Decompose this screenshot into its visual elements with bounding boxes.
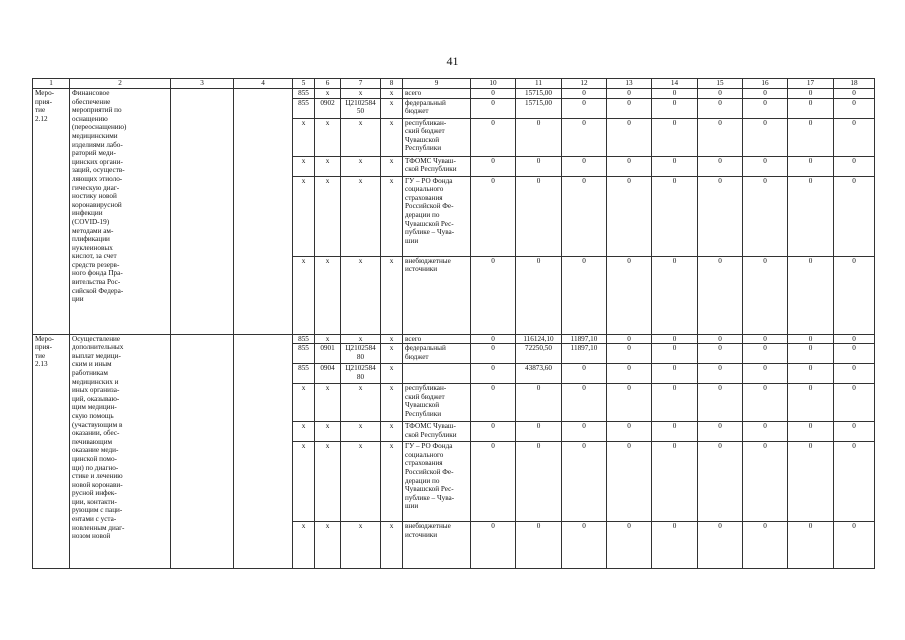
column-number: 12	[562, 79, 607, 89]
column-number: 4	[234, 79, 293, 89]
table-row	[33, 334, 875, 344]
funding-source: внебюджетные источники	[403, 522, 471, 569]
year-amount: 0	[471, 384, 516, 422]
year-amount: 0	[652, 364, 698, 384]
year-amount: 0	[516, 118, 562, 156]
column-number: 11	[516, 79, 562, 89]
section-code: 0902	[315, 98, 341, 118]
section-code: х	[315, 442, 341, 522]
year-amount: 0	[834, 256, 875, 334]
column-number: 5	[293, 79, 315, 89]
activity-name: Осуществление дополнительных выплат медици- ским и иным работникам медицинских и иных организа- ций, оказываю- щим медицин- скую помощь (участвующим в оказании, обес- печивающим оказание меди- цинской помо- щи) по диагно- стике и лечению новой коронави- русной инфек- ции, контакти- рующим с паци- ентами с уста- новленным диаг- нозом новой	[70, 334, 171, 569]
target-article-code: х	[341, 156, 381, 176]
expense-type-code: х	[381, 364, 403, 384]
column-number: 18	[834, 79, 875, 89]
section-code: х	[315, 422, 341, 442]
year-amount: 0	[698, 118, 743, 156]
column-number: 6	[315, 79, 341, 89]
year-amount: 0	[788, 344, 834, 364]
expense-type-code: х	[381, 256, 403, 334]
year-amount: 0	[516, 256, 562, 334]
table-row	[33, 89, 875, 99]
funding-source	[403, 364, 471, 384]
target-article-code: х	[341, 422, 381, 442]
year-amount: 15715,00	[516, 98, 562, 118]
grbs-code: х	[293, 176, 315, 256]
year-amount: 0	[607, 522, 652, 569]
year-amount: 0	[698, 89, 743, 99]
year-amount: 0	[788, 364, 834, 384]
grbs-code: 855	[293, 364, 315, 384]
year-amount: 0	[788, 256, 834, 334]
year-amount: 0	[471, 256, 516, 334]
year-amount: 0	[607, 89, 652, 99]
year-amount: 0	[562, 118, 607, 156]
funding-source: ТФОМС Чуваш- ской Республики	[403, 422, 471, 442]
target-article-code: х	[341, 118, 381, 156]
column-number: 17	[788, 79, 834, 89]
column-number: 15	[698, 79, 743, 89]
year-amount: 0	[562, 98, 607, 118]
column-number: 8	[381, 79, 403, 89]
year-amount: 0	[743, 98, 788, 118]
year-amount: 0	[471, 176, 516, 256]
year-amount: 0	[834, 364, 875, 384]
column-number-row	[33, 79, 875, 89]
year-amount: 0	[471, 156, 516, 176]
year-amount: 0	[652, 176, 698, 256]
year-amount: 0	[698, 522, 743, 569]
year-amount: 0	[471, 522, 516, 569]
year-amount: 0	[698, 422, 743, 442]
year-amount: 0	[652, 422, 698, 442]
funding-source: федеральный бюджет	[403, 98, 471, 118]
year-amount: 72250,50	[516, 344, 562, 364]
target-article-code: х	[341, 442, 381, 522]
target-article-code: х	[341, 176, 381, 256]
year-amount: 0	[471, 89, 516, 99]
year-amount: 0	[607, 422, 652, 442]
year-amount: 0	[607, 156, 652, 176]
expense-type-code: х	[381, 522, 403, 569]
year-amount: 0	[698, 256, 743, 334]
year-amount: 0	[607, 176, 652, 256]
year-amount: 0	[471, 98, 516, 118]
year-amount: 0	[607, 384, 652, 422]
activity-name: Финансовое обеспечение мероприятий по оснащению (переоснащению) медицинскими изделиями лабо- раторий меди- цинских органи- заций, осуществ- ляющих этиоло- гическую диаг- ностику новой коронавирусной инфекции (COVID-19) методами ам- плификации нуклеиновых кислот, за счет средств резерв- ного фонда Пра- вительства Рос- сийской Федера- ции	[70, 89, 171, 335]
year-amount: 0	[788, 89, 834, 99]
year-amount: 0	[471, 344, 516, 364]
year-amount: 0	[562, 522, 607, 569]
activity-code: Меро- прия- тие 2.13	[33, 334, 70, 569]
expense-type-code: х	[381, 334, 403, 344]
grbs-code: 855	[293, 344, 315, 364]
year-amount: 0	[516, 384, 562, 422]
target-article-code: Ц2102584 80	[341, 344, 381, 364]
activity-code: Меро- прия- тие 2.12	[33, 89, 70, 335]
year-amount: 0	[652, 118, 698, 156]
year-amount: 0	[698, 344, 743, 364]
section-code: 0901	[315, 344, 341, 364]
year-amount: 0	[788, 334, 834, 344]
year-amount: 0	[562, 422, 607, 442]
year-amount: 0	[743, 256, 788, 334]
year-amount: 0	[743, 522, 788, 569]
year-amount: 0	[516, 156, 562, 176]
grbs-code: 855	[293, 334, 315, 344]
grbs-code: х	[293, 118, 315, 156]
expense-type-code: х	[381, 442, 403, 522]
year-amount: 0	[652, 98, 698, 118]
year-amount: 0	[698, 156, 743, 176]
funding-source: всего	[403, 89, 471, 99]
funding-source: федеральный бюджет	[403, 344, 471, 364]
section-code: х	[315, 334, 341, 344]
year-amount: 0	[743, 344, 788, 364]
page-number: 41	[446, 54, 459, 68]
year-amount: 0	[652, 334, 698, 344]
year-amount: 0	[698, 98, 743, 118]
year-amount: 0	[652, 89, 698, 99]
section-code: х	[315, 156, 341, 176]
year-amount: 0	[607, 364, 652, 384]
responsible-cell	[171, 334, 234, 569]
section-code: х	[315, 384, 341, 422]
year-amount: 0	[562, 384, 607, 422]
funding-source: ГУ – РО Фонда социального страхования Российской Фе- дерации по Чувашской Рес- публике – Чува- шии	[403, 442, 471, 522]
column-number: 9	[403, 79, 471, 89]
year-amount: 43873,60	[516, 364, 562, 384]
year-amount: 0	[834, 89, 875, 99]
year-amount: 0	[471, 118, 516, 156]
year-amount: 0	[516, 176, 562, 256]
funding-source: республикан- ский бюджет Чувашской Республики	[403, 384, 471, 422]
target-article-code: Ц2102584 80	[341, 364, 381, 384]
year-amount: 0	[471, 364, 516, 384]
year-amount: 0	[698, 442, 743, 522]
target-article-code: х	[341, 334, 381, 344]
section-code: 0904	[315, 364, 341, 384]
column-number: 14	[652, 79, 698, 89]
year-amount: 0	[788, 176, 834, 256]
target-article-code: х	[341, 256, 381, 334]
budget-table	[32, 78, 875, 569]
year-amount: 15715,00	[516, 89, 562, 99]
column-number: 7	[341, 79, 381, 89]
column-number: 1	[33, 79, 70, 89]
year-amount: 0	[516, 522, 562, 569]
column-number: 13	[607, 79, 652, 89]
grbs-code: х	[293, 422, 315, 442]
year-amount: 0	[698, 384, 743, 422]
year-amount: 0	[834, 176, 875, 256]
year-amount: 0	[652, 344, 698, 364]
grbs-code: х	[293, 156, 315, 176]
section-code: х	[315, 256, 341, 334]
expense-type-code: х	[381, 89, 403, 99]
year-amount: 0	[788, 384, 834, 422]
section-code: х	[315, 89, 341, 99]
funding-source: всего	[403, 334, 471, 344]
year-amount: 0	[834, 334, 875, 344]
year-amount: 0	[834, 422, 875, 442]
column-number: 3	[171, 79, 234, 89]
grbs-code: х	[293, 522, 315, 569]
year-amount: 0	[788, 156, 834, 176]
expense-type-code: х	[381, 384, 403, 422]
year-amount: 0	[607, 334, 652, 344]
year-amount: 0	[652, 384, 698, 422]
year-amount: 0	[834, 118, 875, 156]
year-amount: 0	[743, 118, 788, 156]
target-article-code: х	[341, 522, 381, 569]
co-executor-cell	[234, 89, 293, 335]
year-amount: 0	[834, 98, 875, 118]
year-amount: 0	[562, 156, 607, 176]
year-amount: 0	[743, 364, 788, 384]
section-code: х	[315, 522, 341, 569]
year-amount: 0	[607, 442, 652, 522]
year-amount: 0	[698, 364, 743, 384]
year-amount: 0	[743, 176, 788, 256]
year-amount: 0	[788, 422, 834, 442]
funding-source: республикан- ский бюджет Чувашской Республики	[403, 118, 471, 156]
year-amount: 0	[471, 442, 516, 522]
year-amount: 0	[743, 89, 788, 99]
responsible-cell	[171, 89, 234, 335]
grbs-code: 855	[293, 89, 315, 99]
year-amount: 0	[834, 522, 875, 569]
grbs-code: х	[293, 256, 315, 334]
expense-type-code: х	[381, 344, 403, 364]
year-amount: 0	[698, 334, 743, 344]
year-amount: 0	[516, 442, 562, 522]
year-amount: 0	[788, 98, 834, 118]
funding-source: ТФОМС Чуваш- ской Республики	[403, 156, 471, 176]
year-amount: 11897,10	[562, 334, 607, 344]
year-amount: 0	[834, 384, 875, 422]
target-article-code: Ц2102584 50	[341, 98, 381, 118]
co-executor-cell	[234, 334, 293, 569]
year-amount: 0	[562, 442, 607, 522]
year-amount: 0	[607, 256, 652, 334]
year-amount: 0	[652, 256, 698, 334]
funding-source: ГУ – РО Фонда социального страхования Российской Фе- дерации по Чувашской Рес- публике – Чува- шии	[403, 176, 471, 256]
year-amount: 0	[652, 442, 698, 522]
grbs-code: 855	[293, 98, 315, 118]
year-amount: 11897,10	[562, 344, 607, 364]
year-amount: 0	[743, 156, 788, 176]
year-amount: 0	[788, 442, 834, 522]
year-amount: 0	[607, 344, 652, 364]
year-amount: 0	[562, 176, 607, 256]
year-amount: 0	[834, 156, 875, 176]
grbs-code: х	[293, 384, 315, 422]
year-amount: 0	[788, 118, 834, 156]
section-code: х	[315, 118, 341, 156]
target-article-code: х	[341, 89, 381, 99]
column-number: 10	[471, 79, 516, 89]
expense-type-code: х	[381, 176, 403, 256]
year-amount: 0	[652, 156, 698, 176]
year-amount: 0	[652, 522, 698, 569]
year-amount: 0	[562, 89, 607, 99]
year-amount: 0	[698, 176, 743, 256]
year-amount: 116124,10	[516, 334, 562, 344]
year-amount: 0	[562, 364, 607, 384]
year-amount: 0	[743, 334, 788, 344]
funding-source: внебюджетные источники	[403, 256, 471, 334]
year-amount: 0	[834, 442, 875, 522]
year-amount: 0	[743, 422, 788, 442]
section-code: х	[315, 176, 341, 256]
expense-type-code: х	[381, 422, 403, 442]
expense-type-code: х	[381, 98, 403, 118]
target-article-code: х	[341, 384, 381, 422]
expense-type-code: х	[381, 118, 403, 156]
year-amount: 0	[743, 384, 788, 422]
year-amount: 0	[516, 422, 562, 442]
year-amount: 0	[788, 522, 834, 569]
year-amount: 0	[562, 256, 607, 334]
year-amount: 0	[743, 442, 788, 522]
expense-type-code: х	[381, 156, 403, 176]
year-amount: 0	[471, 422, 516, 442]
year-amount: 0	[834, 344, 875, 364]
column-number: 2	[70, 79, 171, 89]
year-amount: 0	[471, 334, 516, 344]
year-amount: 0	[607, 98, 652, 118]
grbs-code: х	[293, 442, 315, 522]
column-number: 16	[743, 79, 788, 89]
year-amount: 0	[607, 118, 652, 156]
